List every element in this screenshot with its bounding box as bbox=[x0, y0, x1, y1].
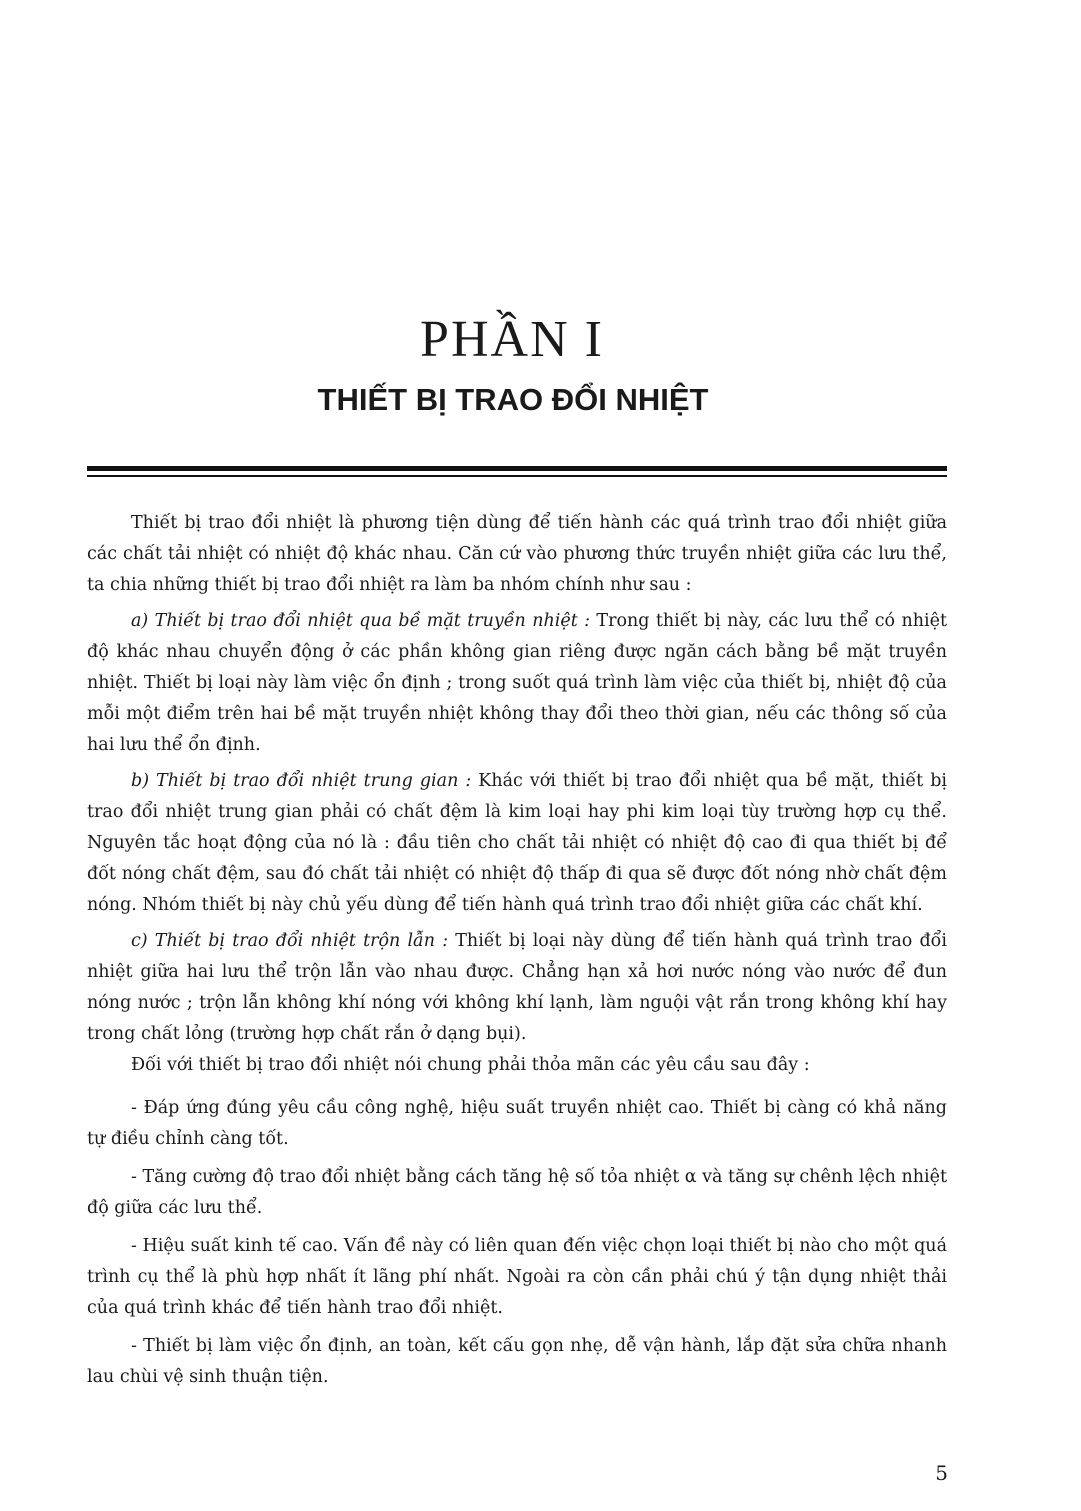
paragraph-b-text: Khác với thiết bị trao đổi nhiệt qua bề mặt, thiết bị trao đổi nhiệt trung gian phải có chất đệm là kim loại hay phi kim loại tùy trường hợp cụ thể. Nguyên tắc hoạt động của nó là : đầu tiên cho chất tải nhiệt có nhiệt độ cao đi qua thiết bị để đốt nóng chất đệm, sau đó chất tải nhiệt có nhiệt độ thấp đi qua sẽ được đốt nóng nhờ chất đệm nóng. Nhóm thiết bị này chủ yếu dùng để tiến hành quá trình trao đổi nhiệt giữa các chất khí. bbox=[87, 771, 947, 915]
page-number: 5 bbox=[935, 1461, 948, 1485]
paragraph-requirements-intro: Đối với thiết bị trao đổi nhiệt nói chung phải thỏa mãn các yêu cầu sau đây : bbox=[131, 1055, 810, 1075]
paragraph-a-text: Trong thiết bị này, các lưu thể có nhiệt độ khác nhau chuyển động ở các phần không gian riêng được ngăn cách bằng bề mặt truyền nhiệt. Thiết bị loại này làm việc ổn định ; trong suốt quá trình làm việc của thiết bị, nhiệt độ của mỗi một điểm trên hai bề mặt truyền nhiệt không thay đổi theo thời gian, nếu các thông số của hai lưu thể ổn định. bbox=[87, 611, 947, 755]
paragraph-a bbox=[87, 606, 947, 761]
paragraph-c bbox=[87, 926, 947, 1050]
requirement-item-4: - Thiết bị làm việc ổn định, an toàn, kết cấu gọn nhẹ, dễ vận hành, lắp đặt sửa chữa nhanh lau chùi vệ sinh thuận tiện. bbox=[87, 1336, 947, 1387]
paragraph-c-text: Thiết bị loại này dùng để tiến hành quá trình trao đổi nhiệt giữa hai lưu thể trộn lẫn vào nhau được. Chẳng hạn xả hơi nước nóng vào nước để đun nóng nước ; trộn lẫn không khí nóng với không khí lạnh, làm nguội vật rắn trong không khí hay trong chất lỏng (trường hợp chất rắn ở dạng bụi). bbox=[87, 931, 947, 1044]
paragraph-a-lead: a) Thiết bị trao đổi nhiệt qua bề mặt truyền nhiệt : bbox=[131, 611, 591, 631]
requirement-item-1: - Đáp ứng đúng yêu cầu công nghệ, hiệu suất truyền nhiệt cao. Thiết bị càng có khả năng tự điều chỉnh càng tốt. bbox=[87, 1098, 947, 1149]
requirement-item-3: - Hiệu suất kinh tế cao. Vấn đề này có liên quan đến việc chọn loại thiết bị nào cho một quá trình cụ thể là phù hợp nhất ít lãng phí nhất. Ngoài ra còn cần phải chú ý tận dụng nhiệt thải của quá trình khác để tiến hành trao đổi nhiệt. bbox=[87, 1236, 947, 1318]
title-divider-thin bbox=[87, 475, 947, 477]
requirement-item-2: - Tăng cường độ trao đổi nhiệt bằng cách tăng hệ số tỏa nhiệt α và tăng sự chênh lệch nhiệt độ giữa các lưu thể. bbox=[87, 1167, 948, 1218]
title-divider-thick bbox=[87, 466, 947, 471]
paragraph-b bbox=[87, 766, 947, 921]
chapter-title: THIẾT BỊ TRAO ĐỔI NHIỆT bbox=[317, 382, 709, 417]
paragraph-intro: Thiết bị trao đổi nhiệt là phương tiện dùng để tiến hành các quá trình trao đổi nhiệt giữa các chất tải nhiệt có nhiệt độ khác nhau. Căn cứ vào phương thức truyền nhiệt giữa các lưu thể, ta chia những thiết bị trao đổi nhiệt ra làm ba nhóm chính như sau : bbox=[87, 513, 947, 595]
paragraph-b-lead: b) Thiết bị trao đổi nhiệt trung gian : bbox=[131, 771, 472, 791]
body-text bbox=[87, 508, 947, 1393]
part-title: PHẦN I bbox=[420, 311, 604, 368]
paragraph-c-lead: c) Thiết bị trao đổi nhiệt trộn lẫn : bbox=[131, 931, 449, 951]
